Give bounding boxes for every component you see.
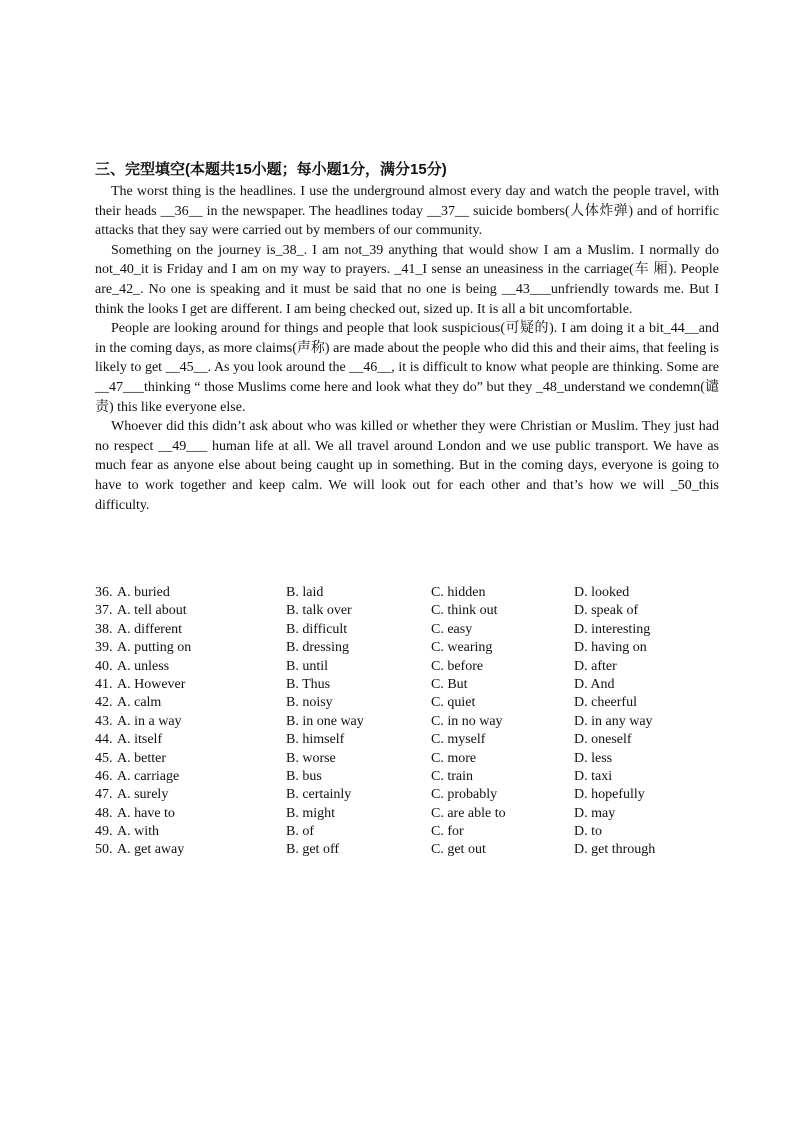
option-d: D. to (574, 824, 602, 840)
option-c: C. quiet (431, 695, 476, 711)
option-a: A. have to (117, 805, 175, 821)
option-b: B. of (286, 824, 314, 840)
answer-options (95, 585, 695, 861)
option-d: D. speak of (574, 603, 639, 619)
question-number: 49. (95, 824, 113, 840)
question-number: 43. (95, 713, 113, 729)
option-b: B. noisy (286, 695, 333, 711)
option-d: D. in any way (574, 713, 653, 729)
passage-paragraph-4: Whoever did this didn’t ask about who was killed or whether they were Christian or Muslim. They just had no respect __49___ human life at all. We all travel around London and we use public transport. We have as much fear as anyone else about being caught up in something. But in the coming days, everyone is going to have to work together and keep calm. We will look out for each other and that’s how we will _50_this difficulty. (95, 419, 719, 513)
option-c: C. before (431, 658, 484, 674)
option-b: B. difficult (286, 621, 348, 637)
question-row (95, 842, 695, 860)
question-number: 42. (95, 695, 113, 711)
question-number: 45. (95, 750, 113, 766)
option-d: D. less (574, 750, 613, 766)
option-a: A. with (117, 824, 159, 840)
option-c: C. hidden (431, 585, 486, 600)
question-row (95, 622, 695, 640)
option-a: A. calm (117, 695, 162, 711)
option-b: B. worse (286, 750, 336, 766)
question-row (95, 732, 695, 750)
question-number: 48. (95, 805, 113, 821)
question-number: 37. (95, 603, 113, 619)
option-c: C. are able to (431, 805, 506, 821)
option-d: D. get through (574, 842, 656, 858)
option-b: B. himself (286, 732, 345, 748)
option-d: D. interesting (574, 621, 651, 637)
question-row (95, 824, 695, 842)
option-a: A. surely (117, 787, 169, 803)
question-row (95, 695, 695, 713)
option-a: A. different (117, 621, 183, 637)
option-d: D. looked (574, 585, 630, 600)
option-a: A. get away (117, 842, 185, 858)
question-row (95, 769, 695, 787)
option-d: D. oneself (574, 732, 632, 748)
option-b: B. until (286, 658, 329, 674)
option-b: B. Thus (286, 676, 331, 692)
option-c: C. for (431, 824, 464, 840)
option-d: D. having on (574, 640, 647, 656)
option-c: C. easy (431, 621, 473, 637)
option-c: C. think out (431, 603, 498, 619)
option-d: D. And (574, 676, 615, 692)
question-row (95, 677, 695, 695)
passage-paragraph-1: The worst thing is the headlines. I use the underground almost every day and watch the people travel, with their heads __36__ in the newspaper. The headlines today __37__ suicide bombers(人体炸弹) and of horrific attacks that they say were carried out by members of our community. (95, 184, 719, 239)
question-number: 38. (95, 621, 113, 637)
question-number: 46. (95, 768, 113, 784)
option-c: C. wearing (431, 640, 493, 656)
question-number: 36. (95, 585, 113, 600)
question-row (95, 787, 695, 805)
cloze-passage (95, 182, 719, 515)
question-row (95, 603, 695, 621)
option-b: B. talk over (286, 603, 352, 619)
option-a: A. carriage (117, 768, 180, 784)
option-c: C. train (431, 768, 473, 784)
question-number: 47. (95, 787, 113, 803)
question-row (95, 806, 695, 824)
option-a: A. better (117, 750, 166, 766)
option-b: B. certainly (286, 787, 352, 803)
option-b: B. laid (286, 585, 324, 600)
question-number: 44. (95, 732, 113, 748)
option-a: A. unless (117, 658, 170, 674)
question-number: 40. (95, 658, 113, 674)
question-number: 41. (95, 676, 113, 692)
question-row (95, 640, 695, 658)
option-b: B. dressing (286, 640, 349, 656)
option-c: C. in no way (431, 713, 503, 729)
option-b: B. in one way (286, 713, 364, 729)
question-row (95, 714, 695, 732)
option-a: A. in a way (117, 713, 182, 729)
option-c: C. get out (431, 842, 486, 858)
passage-paragraph-2: Something on the journey is_38_. I am not_39 anything that would show I am a Muslim. I normally do not_40_it is Friday and I am on my way to prayers. _41_I sense an uneasiness in the carriage(车 厢). People are_42_. No one is speaking and it must be said that no one is being __43___unfriendly towards me. But I think the looks I get are different. I am being checked out, sized up. It is all a bit uncomfortable. (95, 242, 719, 317)
option-b: B. get off (286, 842, 340, 858)
option-d: D. cheerful (574, 695, 637, 711)
option-c: C. But (431, 676, 468, 692)
option-d: D. may (574, 805, 616, 821)
option-b: B. might (286, 805, 336, 821)
option-d: D. taxi (574, 768, 613, 784)
question-row (95, 751, 695, 769)
passage-paragraph-3: People are looking around for things and people that look suspicious(可疑的). I am doing it a bit_44__and in the coming days, as more claims(声称) are made about the people who did this and their aims, that feeling is likely to get __45__. As you look around the __46__, it is difficult to know what people are thinking. Some are __47___thinking “ those Muslims come here and look what they do” but they _48_understand we condemn(谴责) this like everyone else. (95, 321, 719, 415)
option-d: D. after (574, 658, 617, 674)
option-d: D. hopefully (574, 787, 645, 803)
option-c: C. more (431, 750, 477, 766)
option-a: A. itself (117, 732, 163, 748)
question-row (95, 659, 695, 677)
question-row (95, 585, 695, 603)
option-c: C. probably (431, 787, 498, 803)
option-c: C. myself (431, 732, 486, 748)
question-number: 50. (95, 842, 113, 858)
option-a: A. putting on (117, 640, 192, 656)
option-a: A. tell about (117, 603, 187, 619)
section-title: 三、完型填空(本题共15小题；每小题1分，满分15分) (95, 161, 447, 178)
option-a: A. However (117, 676, 186, 692)
option-b: B. bus (286, 768, 322, 784)
option-a: A. buried (117, 585, 170, 600)
question-number: 39. (95, 640, 113, 656)
